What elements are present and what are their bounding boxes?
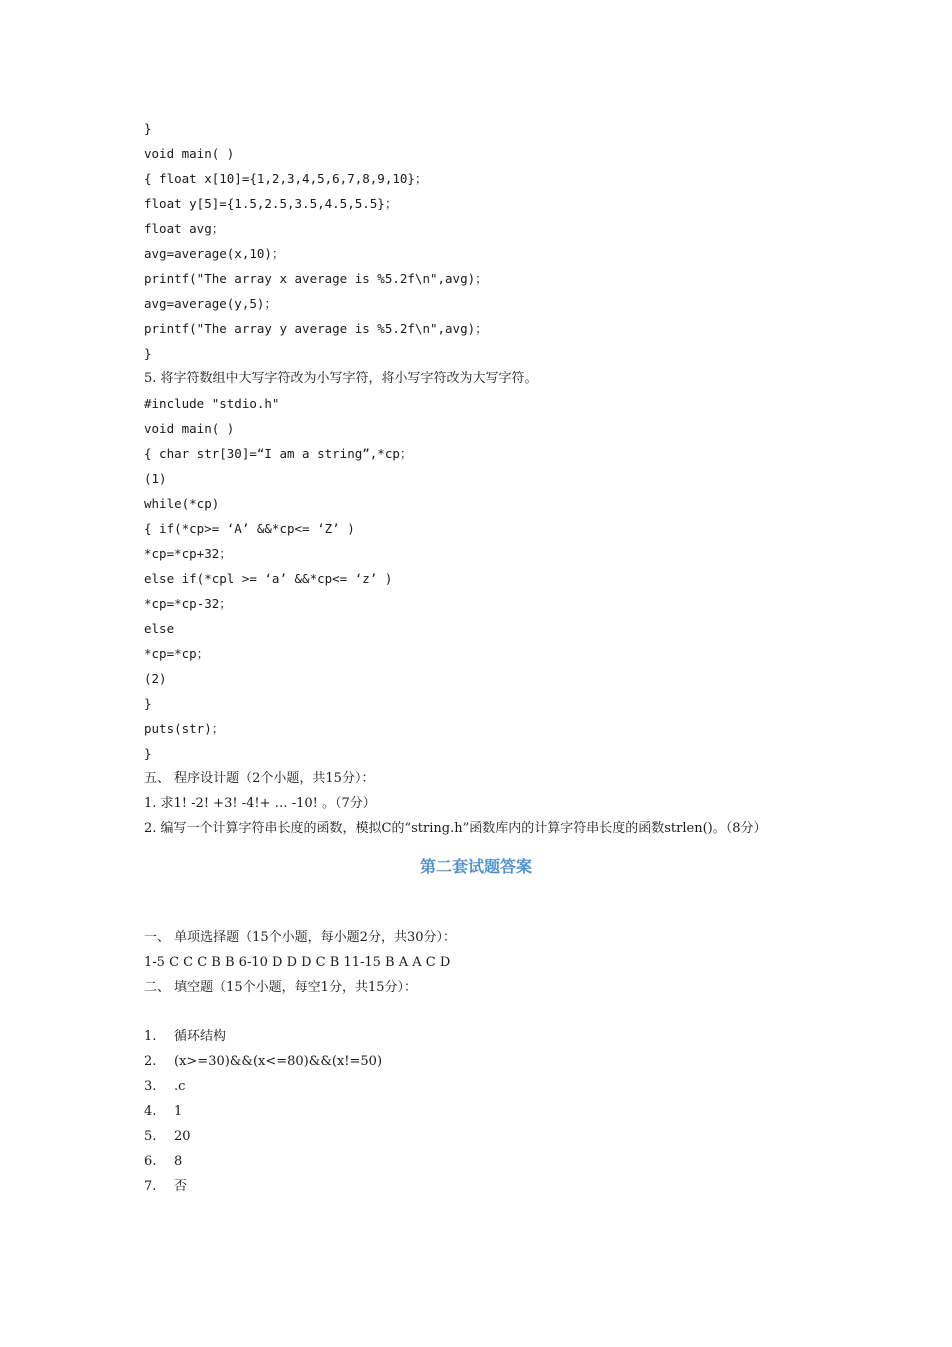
item-number: 2.: [144, 1054, 157, 1069]
code-line: *cp=*cp+32；: [144, 546, 232, 561]
section-5-heading: 五、 程序设计题（2个小题，共15分）：: [144, 771, 375, 786]
item-number: 1.: [144, 1029, 157, 1044]
list-item: [144, 1074, 864, 1099]
item-number: 5.: [144, 1129, 157, 1144]
code-line: { char str[30]=“I am a string”,*cp；: [144, 446, 413, 461]
code-block-case-swap: [144, 391, 864, 766]
item-text: 20: [174, 1129, 191, 1144]
code-line: (2): [144, 671, 167, 686]
code-line: printf("The array y average is %5.2f\n",avg)；: [144, 321, 488, 336]
code-block-average: [144, 116, 864, 366]
code-line: #include "stdio.h": [144, 396, 280, 411]
item-text: 循环结构: [174, 1029, 227, 1044]
answers-section-1-key: 1-5 C C C B B 6-10 D D D C B 11-15 B A A C D: [144, 955, 451, 970]
code-line: else if(*cpl >= ‘a’ &&*cp<= ‘z’ ): [144, 571, 393, 586]
code-line: *cp=*cp；: [144, 646, 210, 661]
item-text: 1: [174, 1104, 183, 1119]
code-line: avg=average(x,10)；: [144, 246, 285, 261]
code-line: { float x[10]={1,2,3,4,5,6,7,8,9,10}；: [144, 171, 428, 186]
list-item: [144, 1124, 864, 1149]
list-item: [144, 1149, 864, 1174]
item-text: .c: [174, 1079, 186, 1094]
code-line: else: [144, 621, 175, 636]
code-line: while(*cp): [144, 496, 220, 511]
section-5-question-2: 2. 编写一个计算字符串长度的函数，模拟C的“string.h”函数库内的计算字符串长度的函数strlen()。（8分）: [144, 821, 767, 836]
code-line: }: [144, 121, 152, 136]
list-item: [144, 1099, 864, 1124]
item-text: 否: [174, 1179, 188, 1194]
code-line: }: [144, 696, 152, 711]
code-line: float y[5]={1.5,2.5,3.5,4.5,5.5}；: [144, 196, 398, 211]
code-line: }: [144, 346, 152, 361]
item-number: 4.: [144, 1104, 157, 1119]
answers-section-1-heading: 一、 单项选择题（15个小题，每小题2分，共30分）：: [144, 930, 456, 945]
document-page: [144, 116, 864, 1199]
question-5-heading: 5. 将字符数组中大写字符改为小写字符，将小写字符改为大写字符。: [144, 371, 538, 386]
list-item: [144, 1174, 864, 1199]
list-item: [144, 1024, 864, 1049]
code-line: *cp=*cp-32；: [144, 596, 232, 611]
fill-answer-list: [144, 1024, 864, 1199]
code-line: (1): [144, 471, 167, 486]
answers-section-2-heading: 二、 填空题（15个小题，每空1分，共15分）：: [144, 980, 417, 995]
code-line: avg=average(y,5)；: [144, 296, 277, 311]
code-line: void main( ): [144, 146, 235, 161]
item-text: (x>=30)&&(x<=80)&&(x!=50): [174, 1054, 383, 1069]
code-line: puts(str)；: [144, 721, 225, 736]
code-line: }: [144, 746, 152, 761]
code-line: { if(*cp>= ‘A’ &&*cp<= ‘Z’ ): [144, 521, 355, 536]
list-item: [144, 1049, 864, 1074]
item-number: 3.: [144, 1079, 157, 1094]
section-5-question-1: 1. 求1! -2! +3! -4!+ … -10! 。（7分）: [144, 796, 376, 811]
spacer: [144, 1000, 864, 1024]
answers-title: 第二套试题答案: [419, 857, 532, 876]
item-text: 8: [174, 1154, 183, 1169]
code-line: void main( ): [144, 421, 235, 436]
item-number: 6.: [144, 1154, 157, 1169]
code-line: printf("The array x average is %5.2f\n",avg)；: [144, 271, 488, 286]
code-line: float avg；: [144, 221, 225, 236]
item-number: 7.: [144, 1179, 157, 1194]
